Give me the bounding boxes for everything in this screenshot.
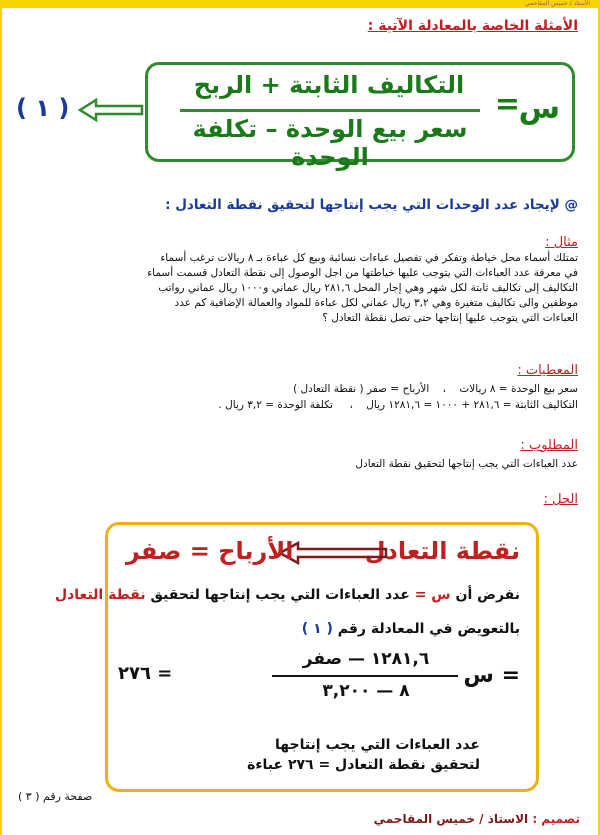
solution-label: الحل : <box>543 492 578 507</box>
equation-box <box>145 62 575 171</box>
substitute-text: بالتعويض في المعادلة رقم <box>337 621 520 637</box>
substitute-number: ( ١ ) <box>301 621 333 637</box>
required-text: عدد العباءات التي يجب إنتاجها لتحقيق نقطة التعادل <box>355 458 578 470</box>
top-faint-text: الأستاذ / خميس المقاحمي <box>525 0 590 7</box>
example-line: تمتلك أسماء محل خياطة وتفكر في تفصيل عباءات نسائية وبيع كل عباءة بـ ٨ ريالات ترغب أسماء <box>160 252 578 264</box>
equation-number-label: ( ١ ) <box>16 94 70 122</box>
givens-line-2: التكاليف الثابتة = ٢٨١,٦ + ١٠٠٠ = ١٢٨١,٦ ريال ، تكلفة الوحدة = ٣,٢ ريال . <box>218 399 578 411</box>
assume-prefix: نفرض أن <box>455 587 520 603</box>
equation-equals: = <box>494 87 520 122</box>
assumption-line <box>55 587 520 603</box>
footer-author: الاستاذ / خميس المقاحمي <box>373 812 529 826</box>
assume-middle: عدد العباءات التي يجب إنتاجها لتحقيق <box>150 587 410 603</box>
left-arrow-icon <box>278 541 388 565</box>
solution-denominator: ٨ — ٣,٢٠٠ <box>322 681 410 701</box>
solution-box <box>54 522 539 792</box>
givens-label: المعطيات : <box>517 363 578 378</box>
solution-result: = ٢٧٦ <box>118 663 173 684</box>
left-arrow-icon <box>78 98 144 122</box>
fraction-bar <box>180 109 480 112</box>
example-label: مثال : <box>545 235 578 250</box>
section-title: الأمثلة الخاصة بالمعادلة الآتية : <box>367 18 578 34</box>
conclusion-line-2: لتحقيق نقطة التعادل = ٢٧٦ عباءة <box>247 757 480 773</box>
solution-fraction-bar <box>272 675 458 677</box>
givens-line-1: سعر بيع الوحدة = ٨ ريالات ، الأرباح = صفر ( نقطة التعادل ) <box>293 383 578 395</box>
required-label: المطلوب : <box>520 438 578 453</box>
example-line: موظفين والى تكاليف متغيرة وهي ٣,٢ ريال عماني لكل عباءة للمواد والعمالة الإضافية كم عدد <box>174 297 578 309</box>
solution-numerator: ١٢٨١,٦ — صفر <box>302 649 430 669</box>
assume-end: نقطة التعادل <box>54 587 146 603</box>
assume-variable: س = <box>414 587 451 603</box>
equation-lhs: س <box>518 91 560 126</box>
equation-numerator: التكاليف الثابتة + الربح <box>193 71 465 99</box>
example-line: في معرفة عدد العباءات التي يتوجب عليها خياطتها من اجل الوصول إلى نقطة التعادل قسمت أسماء <box>147 267 578 279</box>
conclusion-line-1: عدد العباءات التي يجب إنتاجها <box>274 737 480 753</box>
substitute-line <box>302 621 520 637</box>
question-heading: @ لإيجاد عدد الوحدات التي يجب إنتاجها لتحقيق نقطة التعادل : <box>165 197 578 213</box>
example-line: العباءات التي يتوجب عليها إنتاجها حتى تصل نقطة التعادل ؟ <box>322 312 578 324</box>
example-line: التكاليف إلى تكاليف ثابتة لكل شهر وهي إجار المحل ٢٨١,٦ ريال عماني و١٠٠٠ ريال عماني رواتب <box>158 282 578 294</box>
profits-zero: الأرباح = صفر <box>126 537 294 565</box>
solution-lhs: س = <box>463 663 520 688</box>
page-number: صفحة رقم ( ٣ ) <box>18 790 93 803</box>
example-text <box>18 251 578 326</box>
equation-denominator: سعر بيع الوحدة – تكلفة الوحدة <box>192 115 468 171</box>
footer-design-label: تصميم : <box>532 812 580 826</box>
top-bar <box>0 0 600 8</box>
footer <box>374 812 580 826</box>
breakeven-title: نقطة التعادل <box>364 537 520 565</box>
